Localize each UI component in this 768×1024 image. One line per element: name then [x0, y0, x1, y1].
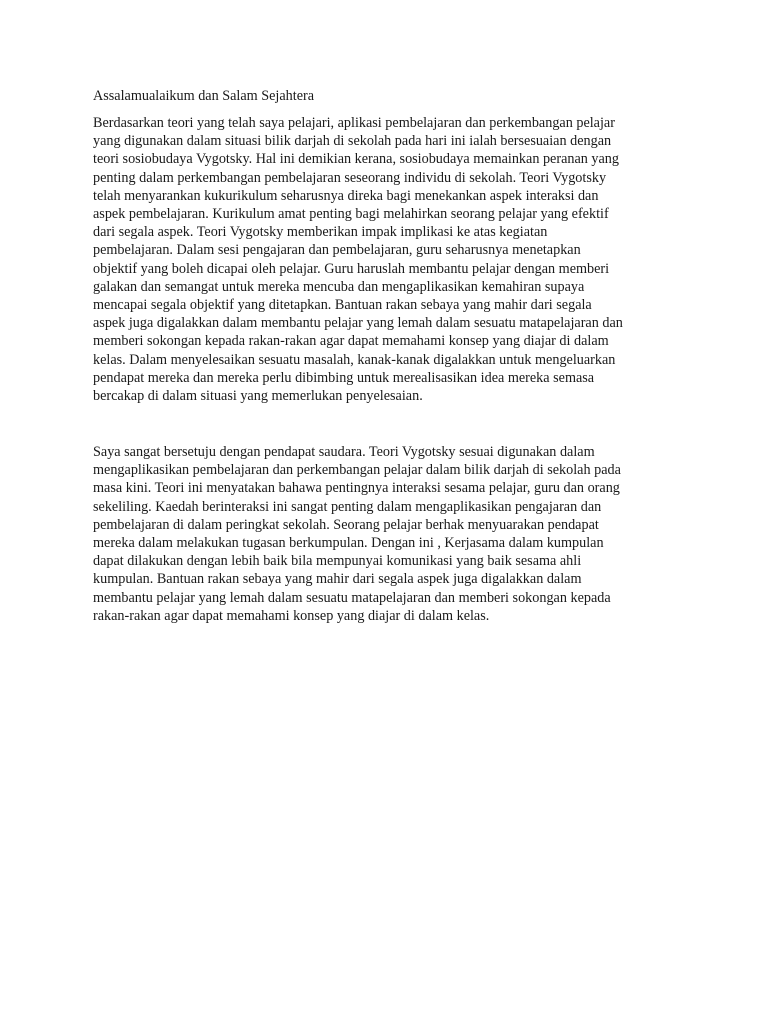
- greeting-line: Assalamualaikum dan Salam Sejahtera: [93, 88, 315, 104]
- paragraph-1: Berdasarkan teori yang telah saya pelajari, aplikasi pembelajaran dan perkembangan pelajar yang digunakan dalam situasi bilik darjah di sekolah pada hari ini ialah bersesuaian dengan teori sosiobudaya Vygotsky. Hal ini demikian kerana, sosiobudaya memainkan peranan yang penting dalam perkembangan pembelajaran seseorang individu di sekolah. Teori Vygotsky telah menyarankan kukurikulum seharusnya direka bagi menekankan aspek interaksi dan aspek pembelajaran. Kurikulum amat penting bagi melahirkan seorang pelajar yang efektif dari segala aspek. Teori Vygotsky memberikan impak implikasi ke atas kegiatan pembelajaran. Dalam sesi pengajaran dan pembelajaran, guru seharusnya menetapkan objektif yang boleh dicapai oleh pelajar. Guru haruslah membantu pelajar dengan memberi galakan dan semangat untuk mereka mencuba dan mengaplikasikan kemahiran supaya mencapai segala objektif yang ditetapkan. Bantuan rakan sebaya yang mahir dari segala aspek juga digalakkan dalam membantu pelajar yang lemah dalam sesuatu matapelajaran dan memberi sokongan kepada rakan-rakan agar dapat memahami konsep yang diajar di dalam kelas. Dalam menyelesaikan sesuatu masalah, kanak-kanak digalakkan untuk mengeluarkan pendapat mereka dan mereka perlu dibimbing untuk merealisasikan idea mereka semasa bercakap di dalam situasi yang memerlukan penyelesaian.: [93, 115, 623, 405]
- paragraph-2: Saya sangat bersetuju dengan pendapat saudara. Teori Vygotsky sesuai digunakan dalam mengaplikasikan pembelajaran dan perkembangan pelajar dalam bilik darjah di sekolah pada masa kini. Teori ini menyatakan bahawa pentingnya interaksi sesama pelajar, guru dan orang sekeliling. Kaedah berinteraksi ini sangat penting dalam mengaplikasikan pengajaran dan pembelajaran di dalam peringkat sekolah. Seorang pelajar berhak menyuarakan pendapat mereka dalam melakukan tugasan berkumpulan. Dengan ini , Kerjasama dalam kumpulan dapat dilakukan dengan lebih baik bila mempunyai komunikasi yang baik sesama ahli kumpulan. Bantuan rakan sebaya yang mahir dari segala aspek juga digalakkan dalam membantu pelajar yang lemah dalam sesuatu matapelajaran dan memberi sokongan kepada rakan-rakan agar dapat memahami konsep yang diajar di dalam kelas.: [93, 444, 621, 624]
